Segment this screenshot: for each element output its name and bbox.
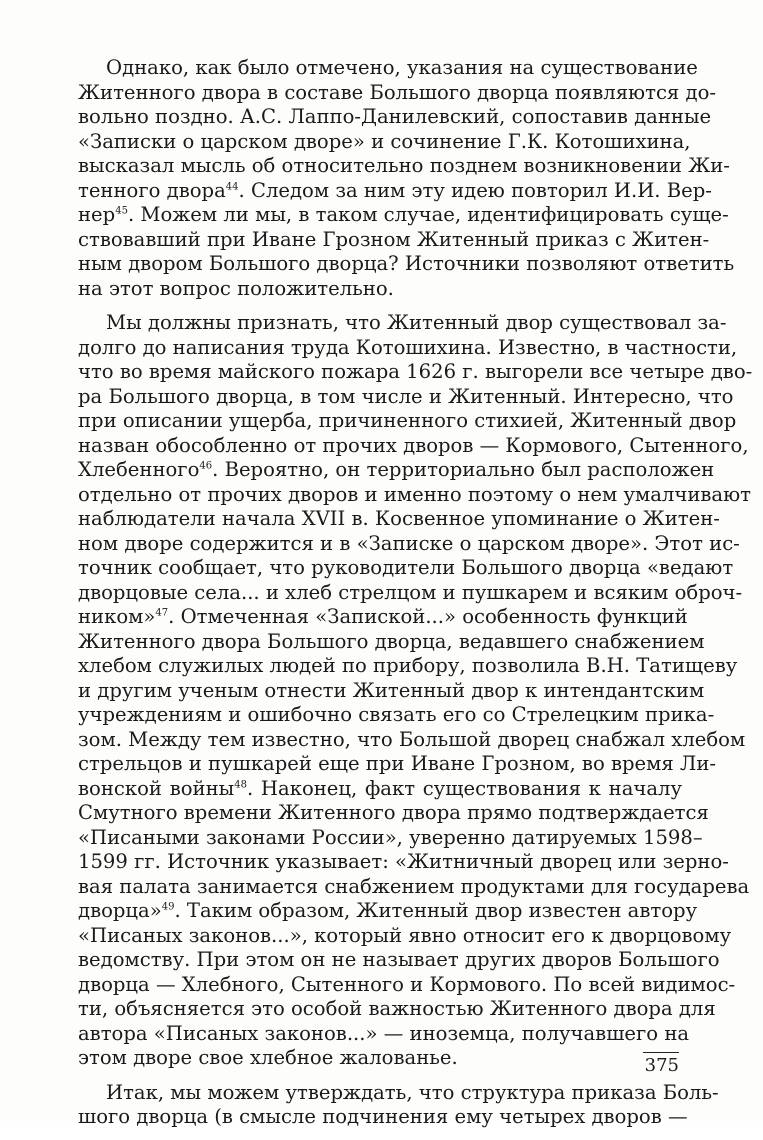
body-text [78,56,753,1140]
footnote-ref: 45 [115,205,128,217]
text-line: Однако, как было отмечено, указания на существование [106,56,698,79]
text-line: дворца»$^{49}$. Таким образом, Житенный двор известен автору [78,899,698,922]
text-line: при описании ущерба, причиненного стихией, Житенный двор [78,409,737,432]
page-number: 375 [643,1052,679,1077]
text-line: Житенного двора Большого дворца, ведавшего снабжением [78,629,705,653]
text-line: хлебом служилых людей по прибору, позволила В.Н. Татищеву [78,654,738,677]
text-line: вая палата занимается снабжением продуктами для государева [78,874,750,898]
text-line: дворца — Хлебного, Сытенного и Кормового. По всей видимос- [78,972,736,996]
footnote-ref: 48 [234,778,247,790]
text-line: высказал мысль об относительно позднем возникновении Жи- [78,154,730,177]
text-line: вонской войны$^{48}$. Наконец, факт существования к началу [78,776,682,800]
text-line: что во время майского пожара 1626 г. выгорели все четыре дво- [78,360,753,383]
footnote-ref: 47 [155,607,169,619]
footnote-ref: 46 [199,460,213,472]
text-line: Хлебенного$^{46}$. Вероятно, он территориально был расположен [78,458,715,481]
text-line: ником»$^{47}$. Отмеченная «Запиской...» особенность функций [78,605,688,628]
paragraph [78,1080,719,1130]
paragraph [78,56,735,301]
text-line: тенного двора$^{44}$. Следом за ним эту идею повторил И.И. Вер- [78,178,712,202]
text-line: и другим ученым отнести Житенный двор к интендантским [78,678,705,702]
text-line: учреждениям и ошибочно связать его со Стрелецким прика- [78,703,715,726]
text-line: наблюдатели начала XVII в. Косвенное упоминание о Житен- [78,507,720,530]
text-line: «Писаными законами России», уверенно датируемых 1598– [78,825,703,849]
footnote-ref: 49 [161,901,175,913]
text-line: Житенного двора в составе Большого дворца появляются до- [78,80,716,104]
text-line: точник сообщает, что руководители Большого дворца «ведают [78,556,734,579]
text-line: ствовавший при Иване Грозном Житенный приказ с Житен- [78,227,710,251]
text-line: ным двором Большого дворца? Источники позволяют ответить [78,252,735,275]
text-line: ном дворе содержится и в «Записке о царском дворе». Этот ис- [78,531,740,555]
text-line: шого дворца (в смысле подчинения ему четырех дворов — [78,1105,688,1128]
text-line: вольно поздно. А.С. Лаппо-Данилевский, сопоставив данные [78,105,712,128]
text-line: Итак, мы можем утверждать, что структура приказа Боль- [106,1080,719,1104]
text-line: долго до написания труда Котошихина. Известно, в частности, [78,335,738,359]
text-line: автора «Писаных законов...» — иноземца, получавшего на [78,1021,690,1045]
text-line: 1599 гг. Источник указывает: «Житничный дворец или зерно- [78,850,729,873]
text-line: «Записки о царском дворе» и сочинение Г.К. Котошихина, [78,129,691,153]
footnote-ref: 44 [225,180,239,192]
text-line: Мы должны признать, что Житенный двор существовал за- [106,311,727,334]
text-line: зом. Между тем известно, что Большой дворец снабжал хлебом [78,727,746,751]
paragraph [78,311,753,1071]
text-line: ра Большого дворца, в том числе и Житенный. Интересно, что [78,384,734,408]
text-line: этом дворе свое хлебное жалованье. [78,1046,458,1069]
text-line: назван обособленно от прочих дворов — Кормового, Сытенного, [78,433,749,457]
text-line: нер$^{45}$. Можем ли мы, в таком случае, идентифицировать суще- [78,203,729,226]
text-line: на этот вопрос положительно. [78,276,394,300]
text-line: Смутного времени Житенного двора прямо подтверждается [78,801,709,824]
text-line: ти, объясняется это особой важностью Житенного двора для [78,997,716,1020]
text-line: стрельцов и пушкарей еще при Иване Грозном, во время Ли- [78,752,717,775]
text-line: «Писаных законов...», который явно относит его к дворцовому [78,923,732,947]
text-line: ведомству. При этом он не называет других дворов Большого [78,948,720,971]
text-line: отдельно от прочих дворов и именно поэтому о нем умалчивают [78,482,751,506]
text-line: дворцовые села... и хлеб стрелцом и пушкарем и всяким оброч- [78,580,743,604]
